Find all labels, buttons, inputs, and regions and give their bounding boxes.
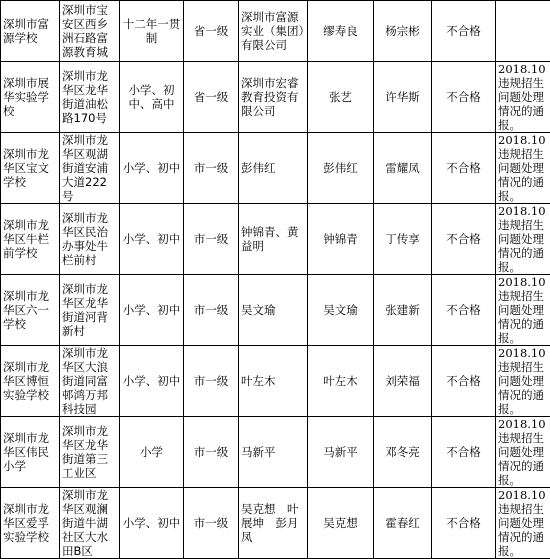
table-row	[1, 1, 550, 62]
table-row	[1, 275, 550, 346]
address-cell: 深圳市龙华区民治办事处牛栏前村	[60, 204, 120, 275]
organizer-cell: 马新平	[239, 417, 308, 488]
school-stage-cell: 小学、初中	[120, 133, 184, 204]
level-cell: 市一级	[184, 133, 239, 204]
result-cell: 不合格	[432, 133, 496, 204]
reason-cell: 2018.10违规招生问题处理情况的通报。	[496, 488, 550, 559]
principal-cell: 张建新	[374, 275, 432, 346]
organizer-cell: 钟锦青、黄益明	[239, 204, 308, 275]
reason-cell: 2018.10违规招生问题处理情况的通报。	[496, 133, 550, 204]
principal-cell: 丁传享	[374, 204, 432, 275]
legal-representative-cell: 彭伟红	[308, 133, 374, 204]
reason-cell: 2018.10违规招生问题处理情况的通报。	[496, 204, 550, 275]
address-cell: 深圳市龙华区大浪街道同富邨鸿万邦科技园	[60, 346, 120, 417]
organizer-cell: 深圳市富源实业（集团）有限公司	[239, 1, 308, 62]
table-row	[1, 488, 550, 559]
legal-representative-cell: 马新平	[308, 417, 374, 488]
address-cell: 深圳市龙华区龙华街道第三工业区	[60, 417, 120, 488]
result-cell: 不合格	[432, 346, 496, 417]
table-row	[1, 133, 550, 204]
organizer-cell: 叶左木	[239, 346, 308, 417]
organizer-cell: 深圳市宏睿教育投资有限公司	[239, 62, 308, 133]
level-cell: 市一级	[184, 417, 239, 488]
address-cell: 深圳市龙华区观湖街道安浦大道222号	[60, 133, 120, 204]
level-cell: 市一级	[184, 275, 239, 346]
principal-cell: 许华斯	[374, 62, 432, 133]
school-name-cell: 深圳市富源学校	[1, 1, 60, 62]
table-body	[1, 1, 550, 559]
principal-cell: 刘荣福	[374, 346, 432, 417]
organizer-cell: 吴克想 叶展坤 彭月凤	[239, 488, 308, 559]
level-cell: 市一级	[184, 346, 239, 417]
address-cell: 深圳市宝安区西乡洲石路富源教育城	[60, 1, 120, 62]
table-row	[1, 346, 550, 417]
school-name-cell: 深圳市龙华区牛栏前学校	[1, 204, 60, 275]
school-stage-cell: 小学、初中	[120, 488, 184, 559]
address-cell: 深圳市龙华区龙华街道油松路170号	[60, 62, 120, 133]
table-row	[1, 204, 550, 275]
address-cell: 深圳市龙华区龙华街道河背新村	[60, 275, 120, 346]
school-stage-cell: 小学、初中	[120, 275, 184, 346]
level-cell: 省一级	[184, 62, 239, 133]
school-stage-cell: 小学、初中	[120, 204, 184, 275]
school-name-cell: 深圳市龙华区宝文学校	[1, 133, 60, 204]
table-row	[1, 62, 550, 133]
school-name-cell: 深圳市龙华区博恒实验学校	[1, 346, 60, 417]
organizer-cell: 彭伟红	[239, 133, 308, 204]
level-cell: 省一级	[184, 1, 239, 62]
reason-cell: 2018.10违规招生问题处理情况的通报。	[496, 417, 550, 488]
legal-representative-cell: 吴克想	[308, 488, 374, 559]
reason-cell	[496, 1, 550, 62]
school-name-cell: 深圳市龙华区爱孚实验学校	[1, 488, 60, 559]
reason-cell: 2018.10违规招生问题处理情况的通报。	[496, 62, 550, 133]
principal-cell: 杨宗彬	[374, 1, 432, 62]
result-cell: 不合格	[432, 488, 496, 559]
result-cell: 不合格	[432, 62, 496, 133]
school-stage-cell: 小学、初中、高中	[120, 62, 184, 133]
level-cell: 市一级	[184, 204, 239, 275]
school-stage-cell: 十二年一贯制	[120, 1, 184, 62]
address-cell: 深圳市龙华区观澜街道牛湖社区大水田B区	[60, 488, 120, 559]
legal-representative-cell: 缪寿良	[308, 1, 374, 62]
result-cell: 不合格	[432, 275, 496, 346]
organizer-cell: 吴文瑜	[239, 275, 308, 346]
legal-representative-cell: 钟锦青	[308, 204, 374, 275]
school-stage-cell: 小学	[120, 417, 184, 488]
level-cell: 市一级	[184, 488, 239, 559]
result-cell: 不合格	[432, 1, 496, 62]
result-cell: 不合格	[432, 204, 496, 275]
legal-representative-cell: 张艺	[308, 62, 374, 133]
principal-cell: 邓冬亮	[374, 417, 432, 488]
school-name-cell: 深圳市展华实验学校	[1, 62, 60, 133]
principal-cell: 霍春红	[374, 488, 432, 559]
legal-representative-cell: 吴文瑜	[308, 275, 374, 346]
reason-cell: 2018.10违规招生问题处理情况的通报。	[496, 346, 550, 417]
table-row	[1, 417, 550, 488]
reason-cell: 2018.10违规招生问题处理情况的通报。	[496, 275, 550, 346]
school-name-cell: 深圳市龙华区六一学校	[1, 275, 60, 346]
school-name-cell: 深圳市龙华区伟民小学	[1, 417, 60, 488]
school-stage-cell: 小学、初中	[120, 346, 184, 417]
result-cell: 不合格	[432, 417, 496, 488]
principal-cell: 雷耀凤	[374, 133, 432, 204]
legal-representative-cell: 叶左木	[308, 346, 374, 417]
